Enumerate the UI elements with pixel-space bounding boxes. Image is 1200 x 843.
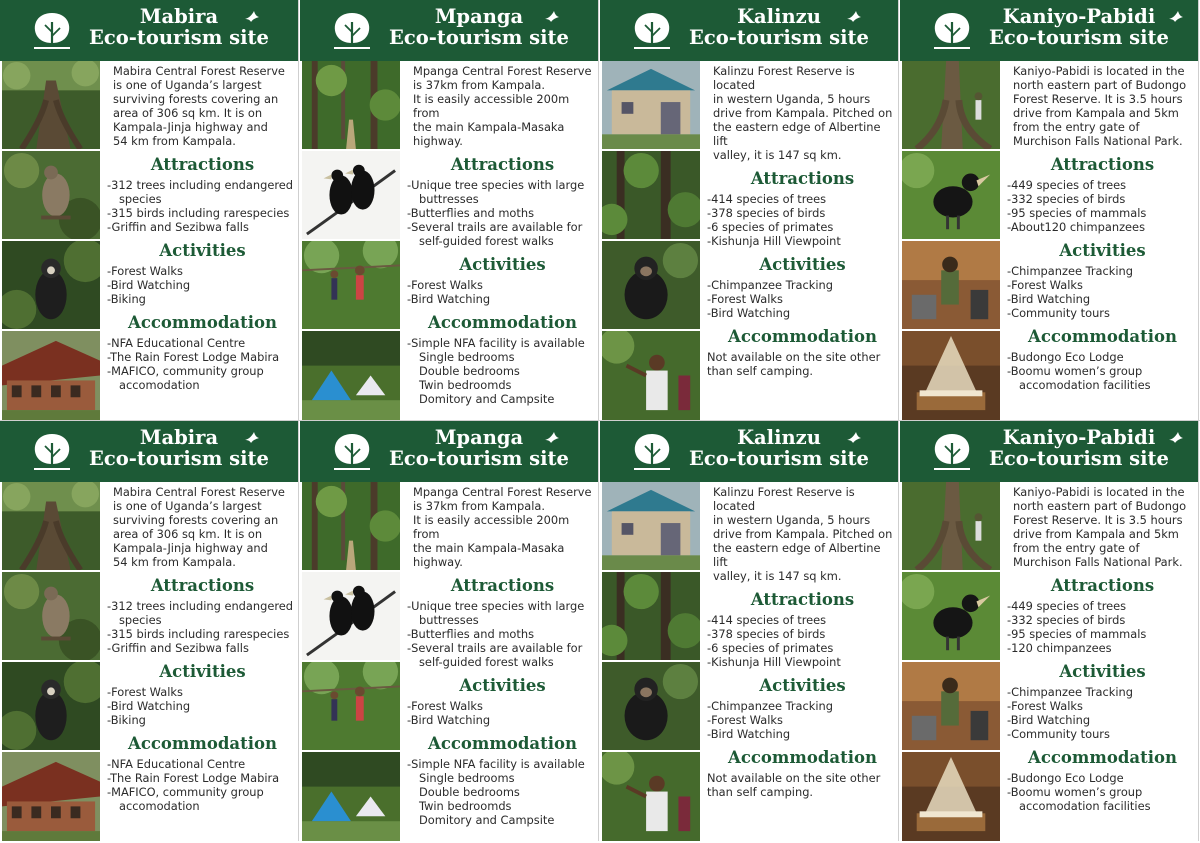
site-description <box>107 485 298 841</box>
list-item: -Forest Walks <box>107 264 183 278</box>
list-item: -Chimpanzee Tracking <box>707 278 834 292</box>
photo-column <box>0 482 101 841</box>
list-item: -Kishunja Hill Viewpoint <box>707 234 841 248</box>
list-item: -Forest Walks <box>707 292 783 306</box>
list-item: -312 trees including endangered <box>107 599 294 613</box>
photo-forest-path <box>302 61 400 149</box>
list-item: -Forest Walks <box>707 713 783 727</box>
activities-heading: Activities <box>1059 241 1146 260</box>
intro-line: the eastern edge of Albertine lift <box>713 541 881 569</box>
list-item: -Forest Walks <box>407 278 483 292</box>
photo-tent-camp <box>302 331 400 420</box>
site-subtitle: Eco-tourism site <box>89 447 269 470</box>
panel-header <box>0 421 298 482</box>
intro-line: Kalinzu Forest Reserve is located <box>713 64 855 92</box>
list-item: -332 species of birds <box>1007 613 1126 627</box>
photo-visitor-hut <box>602 61 700 149</box>
list-item: Single bedrooms <box>419 350 515 364</box>
intro-line: valley, it is 147 sq km. <box>713 148 842 162</box>
attractions-heading: Attractions <box>450 155 555 174</box>
intro-text <box>413 485 598 569</box>
activities-heading: Activities <box>459 676 546 695</box>
intro-line: Forest Reserve. It is 3.5 hours <box>1013 513 1183 527</box>
list-item: -Chimpanzee Tracking <box>1007 264 1134 278</box>
list-item: Not available on the site other <box>707 771 881 785</box>
activities-list <box>107 264 298 306</box>
list-item: -332 species of birds <box>1007 192 1126 206</box>
list-item: -449 species of trees <box>1007 599 1127 613</box>
photo-visitor-hut <box>602 482 700 570</box>
photo-column <box>300 61 401 420</box>
accommodation-heading: Accommodation <box>1028 327 1177 346</box>
photo-buttress-tree <box>902 482 1000 570</box>
intro-line: highway. <box>413 555 463 569</box>
list-item: -Budongo Eco Lodge <box>1007 771 1124 785</box>
list-item: -Griffin and Sezibwa falls <box>107 220 249 234</box>
list-item: than self camping. <box>707 364 814 378</box>
flying-bird-icon <box>244 429 260 443</box>
list-item: accomodation facilities <box>1019 799 1151 813</box>
accommodation-heading: Accommodation <box>128 734 277 753</box>
accommodation-list <box>707 771 898 799</box>
site-description <box>407 64 598 420</box>
list-item: -449 species of trees <box>1007 178 1127 192</box>
panel-header <box>600 421 898 482</box>
accommodation-heading: Accommodation <box>728 748 877 767</box>
photo-column <box>600 482 701 841</box>
row-divider <box>0 420 1200 421</box>
photo-black-bird <box>902 572 1000 660</box>
list-item: -Biking <box>107 292 146 306</box>
site-description <box>707 485 898 841</box>
intro-line: 54 km from Kampala. <box>113 134 236 148</box>
list-item: -414 species of trees <box>707 613 827 627</box>
intro-line: from the entry gate of <box>1013 120 1140 134</box>
attractions-list <box>107 178 298 234</box>
list-item: -Bird Watching <box>407 292 491 306</box>
panel-header <box>300 421 598 482</box>
photo-black-bird <box>902 151 1000 239</box>
attractions-heading: Attractions <box>150 576 255 595</box>
list-item: -MAFICO, community group <box>107 364 264 378</box>
intro-line: from the entry gate of <box>1013 541 1140 555</box>
intro-line: area of 306 sq km. It is on <box>113 527 263 541</box>
photo-big-tree <box>2 61 100 149</box>
photo-column <box>900 482 1001 841</box>
intro-line: Kalinzu Forest Reserve is located <box>713 485 855 513</box>
intro-line: drive from Kampala and 5km <box>1013 106 1179 120</box>
activities-list <box>1007 685 1198 741</box>
intro-line: is 37km from Kampala. <box>413 499 545 513</box>
photo-buttress-tree <box>902 61 1000 149</box>
photo-bed-net <box>902 331 1000 420</box>
list-item: -Bird Watching <box>107 699 191 713</box>
list-item: -Boomu women’s group <box>1007 364 1143 378</box>
photo-guide <box>602 331 700 420</box>
list-item: -Butterflies and moths <box>407 627 534 641</box>
activities-list <box>407 699 598 727</box>
intro-line: It is easily accessible 200m from <box>413 92 570 120</box>
intro-line: north eastern part of Budongo <box>1013 499 1187 513</box>
intro-text <box>713 485 898 583</box>
attractions-heading: Attractions <box>750 590 855 609</box>
site-title <box>960 6 1198 48</box>
photo-chimpanzee <box>602 662 700 750</box>
intro-text <box>413 64 598 148</box>
photo-dense-forest <box>602 151 700 239</box>
site-title <box>960 427 1198 469</box>
list-item: -378 species of birds <box>707 627 826 641</box>
site-title <box>660 6 898 48</box>
attractions-list <box>707 613 898 669</box>
site-name: Kaniyo-Pabidi <box>1002 426 1156 449</box>
list-item: -Unique tree species with large <box>407 599 585 613</box>
site-subtitle: Eco-tourism site <box>989 26 1169 49</box>
intro-line: surviving forests covering an <box>113 513 279 527</box>
accommodation-heading: Accommodation <box>128 313 277 332</box>
site-name: Kalinzu <box>737 426 821 449</box>
intro-line: north eastern part of Budongo <box>1013 78 1187 92</box>
intro-line: in western Uganda, 5 hours <box>713 92 871 106</box>
intro-line: 54 km from Kampala. <box>113 555 236 569</box>
attractions-heading: Attractions <box>750 169 855 188</box>
accommodation-heading: Accommodation <box>1028 748 1177 767</box>
list-item: -Forest Walks <box>1007 278 1083 292</box>
intro-line: the main Kampala-Masaka <box>413 120 565 134</box>
intro-text <box>1013 485 1198 569</box>
list-item: -Butterflies and moths <box>407 206 534 220</box>
intro-line: Kampala-Jinja highway and <box>113 541 268 555</box>
flying-bird-icon <box>1168 8 1184 22</box>
accommodation-list <box>107 336 298 392</box>
flying-bird-icon <box>544 429 560 443</box>
list-item: -Griffin and Sezibwa falls <box>107 641 249 655</box>
intro-text <box>713 64 898 162</box>
intro-line: drive from Kampala. Pitched on <box>713 527 893 541</box>
intro-line: surviving forests covering an <box>113 92 279 106</box>
list-item: species <box>119 613 162 627</box>
attractions-list <box>107 599 298 655</box>
accommodation-heading: Accommodation <box>728 327 877 346</box>
panel-header <box>300 0 598 61</box>
photo-monkey <box>2 241 100 329</box>
list-item: Not available on the site other <box>707 350 881 364</box>
list-item: -Bird Watching <box>1007 292 1091 306</box>
activities-list <box>107 685 298 727</box>
site-description <box>107 64 298 420</box>
accommodation-list <box>1007 771 1198 813</box>
list-item: buttresses <box>419 192 479 206</box>
accommodation-list <box>1007 350 1198 392</box>
flying-bird-icon <box>1168 429 1184 443</box>
list-item: Domitory and Campsite <box>419 392 555 406</box>
site-title <box>660 427 898 469</box>
list-item: Double bedrooms <box>419 364 520 378</box>
photo-dense-forest <box>602 572 700 660</box>
list-item: -Community tours <box>1007 306 1110 320</box>
activities-heading: Activities <box>759 255 846 274</box>
list-item: -6 species of primates <box>707 220 834 234</box>
list-item: -Bird Watching <box>1007 713 1091 727</box>
attractions-heading: Attractions <box>150 155 255 174</box>
intro-line: is 37km from Kampala. <box>413 78 545 92</box>
site-subtitle: Eco-tourism site <box>89 26 269 49</box>
panel-header <box>900 421 1198 482</box>
photo-lodge <box>2 752 100 841</box>
list-item: -Bird Watching <box>707 727 791 741</box>
attractions-list <box>407 599 598 669</box>
flying-bird-icon <box>846 8 862 22</box>
activities-heading: Activities <box>159 241 246 260</box>
list-item: -Simple NFA facility is available <box>407 336 585 350</box>
photo-lodge-room <box>902 662 1000 750</box>
list-item: -95 species of mammals <box>1007 627 1147 641</box>
list-item: buttresses <box>419 613 479 627</box>
photo-rope-walk <box>302 241 400 329</box>
list-item: -Forest Walks <box>407 699 483 713</box>
list-item: -315 birds including rarespecies <box>107 627 290 641</box>
photo-column <box>300 482 401 841</box>
photo-bed-net <box>902 752 1000 841</box>
intro-line: It is easily accessible 200m from <box>413 513 570 541</box>
site-subtitle: Eco-tourism site <box>389 26 569 49</box>
list-item: -Boomu women’s group <box>1007 785 1143 799</box>
list-item: self-guided forest walks <box>419 234 554 248</box>
intro-line: is one of Uganda’s largest <box>113 499 262 513</box>
site-name: Mabira <box>139 426 219 449</box>
panel-header <box>900 0 1198 61</box>
photo-monkey <box>2 662 100 750</box>
intro-line: in western Uganda, 5 hours <box>713 513 871 527</box>
list-item: Twin bedroomds <box>419 378 512 392</box>
site-panel <box>900 421 1199 841</box>
list-item: -Bird Watching <box>707 306 791 320</box>
site-panel <box>900 0 1199 420</box>
activities-heading: Activities <box>759 676 846 695</box>
site-title <box>360 427 598 469</box>
list-item: Double bedrooms <box>419 785 520 799</box>
attractions-list <box>1007 178 1198 234</box>
intro-line: the eastern edge of Albertine lift <box>713 120 881 148</box>
photo-tent-camp <box>302 752 400 841</box>
site-subtitle: Eco-tourism site <box>389 447 569 470</box>
accommodation-list <box>407 336 598 406</box>
accommodation-list <box>407 757 598 827</box>
site-title <box>60 427 298 469</box>
photo-column <box>900 61 1001 420</box>
attractions-heading: Attractions <box>1050 155 1155 174</box>
site-subtitle: Eco-tourism site <box>689 26 869 49</box>
photo-column <box>0 61 101 420</box>
photo-chimpanzee <box>602 241 700 329</box>
list-item: -Kishunja Hill Viewpoint <box>707 655 841 669</box>
list-item: -NFA Educational Centre <box>107 336 246 350</box>
brochure-row <box>0 421 1200 841</box>
list-item: -414 species of trees <box>707 192 827 206</box>
site-description <box>407 485 598 841</box>
list-item: Domitory and Campsite <box>419 813 555 827</box>
photo-hornbills <box>302 151 400 239</box>
list-item: accomodation <box>119 799 200 813</box>
intro-line: area of 306 sq km. It is on <box>113 106 263 120</box>
list-item: -NFA Educational Centre <box>107 757 246 771</box>
list-item: -Community tours <box>1007 727 1110 741</box>
photo-bird-perched <box>2 151 100 239</box>
intro-line: Mpanga Central Forest Reserve <box>413 64 592 78</box>
intro-line: Murchison Falls National Park. <box>1013 555 1183 569</box>
list-item: -Biking <box>107 713 146 727</box>
intro-line: Mpanga Central Forest Reserve <box>413 485 592 499</box>
list-item: -Bird Watching <box>407 713 491 727</box>
intro-line: drive from Kampala and 5km <box>1013 527 1179 541</box>
list-item: -Forest Walks <box>1007 699 1083 713</box>
activities-heading: Activities <box>159 662 246 681</box>
list-item: -Unique tree species with large <box>407 178 585 192</box>
list-item: species <box>119 192 162 206</box>
panel-header <box>600 0 898 61</box>
accommodation-heading: Accommodation <box>428 734 577 753</box>
attractions-heading: Attractions <box>1050 576 1155 595</box>
site-panel <box>600 421 899 841</box>
list-item: -MAFICO, community group <box>107 785 264 799</box>
photo-column <box>600 61 701 420</box>
photo-lodge <box>2 331 100 420</box>
site-name: Mpanga <box>434 5 524 28</box>
attractions-heading: Attractions <box>450 576 555 595</box>
flying-bird-icon <box>244 8 260 22</box>
list-item: -Chimpanzee Tracking <box>1007 685 1134 699</box>
accommodation-list <box>707 350 898 378</box>
activities-heading: Activities <box>1059 662 1146 681</box>
site-panel <box>0 421 299 841</box>
attractions-list <box>407 178 598 248</box>
intro-line: Mabira Central Forest Reserve <box>113 485 285 499</box>
intro-line: is one of Uganda’s largest <box>113 78 262 92</box>
intro-text <box>113 64 298 148</box>
site-panel <box>600 0 899 420</box>
brochure-row <box>0 0 1200 420</box>
list-item: -The Rain Forest Lodge Mabira <box>107 350 280 364</box>
site-panel <box>0 0 299 420</box>
intro-line: Kaniyo-Pabidi is located in the <box>1013 485 1185 499</box>
site-title <box>360 6 598 48</box>
intro-line: Mabira Central Forest Reserve <box>113 64 285 78</box>
flying-bird-icon <box>846 429 862 443</box>
site-name: Mabira <box>139 5 219 28</box>
list-item: -Chimpanzee Tracking <box>707 699 834 713</box>
site-description <box>1007 485 1198 841</box>
activities-list <box>1007 264 1198 320</box>
list-item: Single bedrooms <box>419 771 515 785</box>
list-item: self-guided forest walks <box>419 655 554 669</box>
photo-forest-path <box>302 482 400 570</box>
site-name: Kaniyo-Pabidi <box>1002 5 1156 28</box>
site-name: Mpanga <box>434 426 524 449</box>
list-item: -315 birds including rarespecies <box>107 206 290 220</box>
list-item: Twin bedroomds <box>419 799 512 813</box>
list-item: -Bird Watching <box>107 278 191 292</box>
intro-line: the main Kampala-Masaka <box>413 541 565 555</box>
list-item: -312 trees including endangered <box>107 178 294 192</box>
photo-lodge-room <box>902 241 1000 329</box>
activities-list <box>407 278 598 306</box>
site-name: Kalinzu <box>737 5 821 28</box>
list-item: -Simple NFA facility is available <box>407 757 585 771</box>
intro-text <box>113 485 298 569</box>
photo-rope-walk <box>302 662 400 750</box>
site-description <box>1007 64 1198 420</box>
list-item: -120 chimpanzees <box>1007 641 1112 655</box>
activities-list <box>707 699 898 741</box>
intro-line: Kampala-Jinja highway and <box>113 120 268 134</box>
list-item: -6 species of primates <box>707 641 834 655</box>
list-item: -Forest Walks <box>107 685 183 699</box>
flying-bird-icon <box>544 8 560 22</box>
accommodation-list <box>107 757 298 813</box>
list-item: -Several trails are available for <box>407 220 583 234</box>
list-item: -The Rain Forest Lodge Mabira <box>107 771 280 785</box>
intro-line: Forest Reserve. It is 3.5 hours <box>1013 92 1183 106</box>
intro-line: valley, it is 147 sq km. <box>713 569 842 583</box>
site-panel <box>300 421 599 841</box>
accommodation-heading: Accommodation <box>428 313 577 332</box>
photo-bird-perched <box>2 572 100 660</box>
list-item: accomodation <box>119 378 200 392</box>
photo-guide <box>602 752 700 841</box>
photo-big-tree <box>2 482 100 570</box>
site-description <box>707 64 898 420</box>
intro-line: Kaniyo-Pabidi is located in the <box>1013 64 1185 78</box>
list-item: -About120 chimpanzees <box>1007 220 1145 234</box>
site-subtitle: Eco-tourism site <box>989 447 1169 470</box>
site-panel <box>300 0 599 420</box>
attractions-list <box>707 192 898 248</box>
list-item: accomodation facilities <box>1019 378 1151 392</box>
activities-list <box>707 278 898 320</box>
attractions-list <box>1007 599 1198 655</box>
photo-hornbills <box>302 572 400 660</box>
panel-header <box>0 0 298 61</box>
intro-line: drive from Kampala. Pitched on <box>713 106 893 120</box>
site-title <box>60 6 298 48</box>
list-item: -95 species of mammals <box>1007 206 1147 220</box>
list-item: -378 species of birds <box>707 206 826 220</box>
list-item: -Several trails are available for <box>407 641 583 655</box>
activities-heading: Activities <box>459 255 546 274</box>
intro-text <box>1013 64 1198 148</box>
intro-line: highway. <box>413 134 463 148</box>
list-item: than self camping. <box>707 785 814 799</box>
list-item: -Budongo Eco Lodge <box>1007 350 1124 364</box>
site-subtitle: Eco-tourism site <box>689 447 869 470</box>
intro-line: Murchison Falls National Park. <box>1013 134 1183 148</box>
